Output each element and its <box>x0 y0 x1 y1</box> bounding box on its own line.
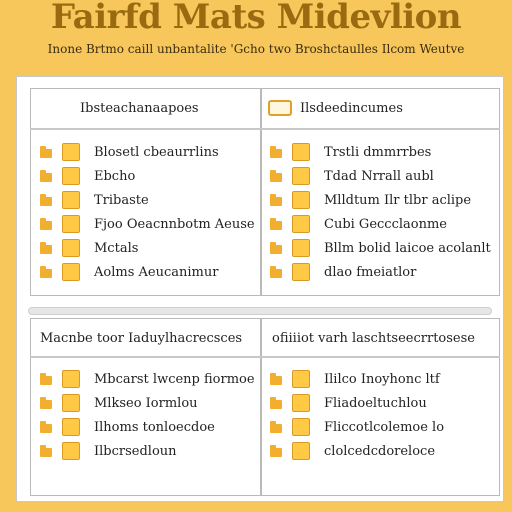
folder-icon <box>40 373 52 385</box>
folder-icon <box>270 170 282 182</box>
list-item[interactable] <box>270 141 431 163</box>
checkbox[interactable] <box>292 394 310 412</box>
list-item-label: Blosetl cbeaurrlins <box>94 144 219 160</box>
list-item[interactable] <box>40 189 149 211</box>
list-item[interactable] <box>40 141 219 163</box>
list-item-label: Ililco Inoyhonc ltf <box>324 371 440 387</box>
folder-icon <box>270 266 282 278</box>
bottom-right-header[interactable] <box>272 318 475 358</box>
folder-icon <box>270 421 282 433</box>
list-item[interactable] <box>40 237 138 259</box>
checkbox[interactable] <box>62 370 80 388</box>
checkbox[interactable] <box>292 263 310 281</box>
list-item[interactable] <box>40 392 198 414</box>
list-item-label: clolcedcdoreloce <box>324 443 436 459</box>
checkbox[interactable] <box>292 215 310 233</box>
top-header-divider <box>30 128 500 130</box>
page-title: Fairfd Mats Midevlion <box>50 0 462 37</box>
folder-icon <box>40 242 52 254</box>
folder-icon <box>40 194 52 206</box>
folder-icon <box>270 218 282 230</box>
folder-icon <box>270 242 282 254</box>
folder-icon <box>270 194 282 206</box>
folder-icon <box>270 397 282 409</box>
list-item-label: Trstli dmmrrbes <box>324 144 432 160</box>
list-item-label: Bllm bolid laicoe acolanlt <box>324 240 491 256</box>
page-subtitle: Inone Brtmo caill unbantalite 'Gcho two Broshctaulles Ilcom Weutve <box>47 42 465 56</box>
list-item-label: Mlldtum Ilr tlbr aclipe <box>324 192 472 208</box>
list-item-label: Ilbcrsedloun <box>94 443 177 459</box>
horizontal-scrollbar[interactable] <box>28 307 492 315</box>
folder-icon <box>40 170 52 182</box>
checkbox[interactable] <box>292 191 310 209</box>
list-item[interactable] <box>270 165 434 187</box>
folder-icon <box>40 218 52 230</box>
list-item[interactable] <box>40 368 255 390</box>
list-item-label: Mlkseo Iormlou <box>94 395 198 411</box>
folder-icon <box>270 373 282 385</box>
list-item-label: Aolms Aeucanimur <box>94 264 219 280</box>
folder-icon <box>40 397 52 409</box>
list-item[interactable] <box>270 213 447 235</box>
list-item-label: Fliccotlcolemoe lo <box>324 419 445 435</box>
top-right-header[interactable] <box>268 88 403 128</box>
list-item-label: Tribaste <box>94 192 149 208</box>
list-item-label: Cubi Geccclaonme <box>324 216 447 232</box>
folder-chip-icon <box>268 100 292 116</box>
list-item[interactable] <box>40 165 135 187</box>
list-item-label: dlao fmeiatlor <box>324 264 417 280</box>
folder-icon <box>40 146 52 158</box>
list-item-label: Ilhoms tonloecdoe <box>94 419 215 435</box>
bottom-left-header[interactable] <box>40 318 242 358</box>
list-item[interactable] <box>270 237 491 259</box>
list-item[interactable] <box>270 189 471 211</box>
list-item-label: Fliadoeltuchlou <box>324 395 427 411</box>
bottom-right-header-label: ofiiiiot varh laschtseecrrtosese <box>272 330 475 346</box>
folder-icon <box>270 445 282 457</box>
checkbox[interactable] <box>62 239 80 257</box>
folder-icon <box>40 445 52 457</box>
folder-icon <box>40 421 52 433</box>
list-item-label: Mctals <box>94 240 139 256</box>
list-item[interactable] <box>40 261 218 283</box>
list-item[interactable] <box>270 261 416 283</box>
list-item[interactable] <box>40 213 255 235</box>
top-left-header[interactable] <box>80 88 199 128</box>
folder-icon <box>40 266 52 278</box>
checkbox[interactable] <box>62 263 80 281</box>
list-item-label: Fjoo Oeacnnbotm Aeuse <box>94 216 255 232</box>
checkbox[interactable] <box>292 143 310 161</box>
checkbox[interactable] <box>62 191 80 209</box>
list-item[interactable] <box>40 416 215 438</box>
checkbox[interactable] <box>62 418 80 436</box>
list-item[interactable] <box>40 440 177 462</box>
checkbox[interactable] <box>62 167 80 185</box>
bottom-left-header-label: Macnbe toor Iaduylhacrecsces <box>40 330 243 346</box>
checkbox[interactable] <box>62 394 80 412</box>
checkbox[interactable] <box>62 442 80 460</box>
checkbox[interactable] <box>62 215 80 233</box>
list-item[interactable] <box>270 392 427 414</box>
list-item-label: Mbcarst lwcenp fiormoe <box>94 371 255 387</box>
list-item[interactable] <box>270 440 435 462</box>
checkbox[interactable] <box>292 167 310 185</box>
list-item-label: Tdad Nrrall aubl <box>324 168 434 184</box>
checkbox[interactable] <box>292 442 310 460</box>
list-item-label: Ebcho <box>94 168 136 184</box>
checkbox[interactable] <box>62 143 80 161</box>
list-item[interactable] <box>270 368 440 390</box>
top-right-header-label: Ilsdeedincumes <box>300 100 403 116</box>
checkbox[interactable] <box>292 239 310 257</box>
list-item[interactable] <box>270 416 444 438</box>
checkbox[interactable] <box>292 418 310 436</box>
top-left-header-label: Ibsteachanaapoes <box>80 100 199 116</box>
checkbox[interactable] <box>292 370 310 388</box>
folder-icon <box>270 146 282 158</box>
